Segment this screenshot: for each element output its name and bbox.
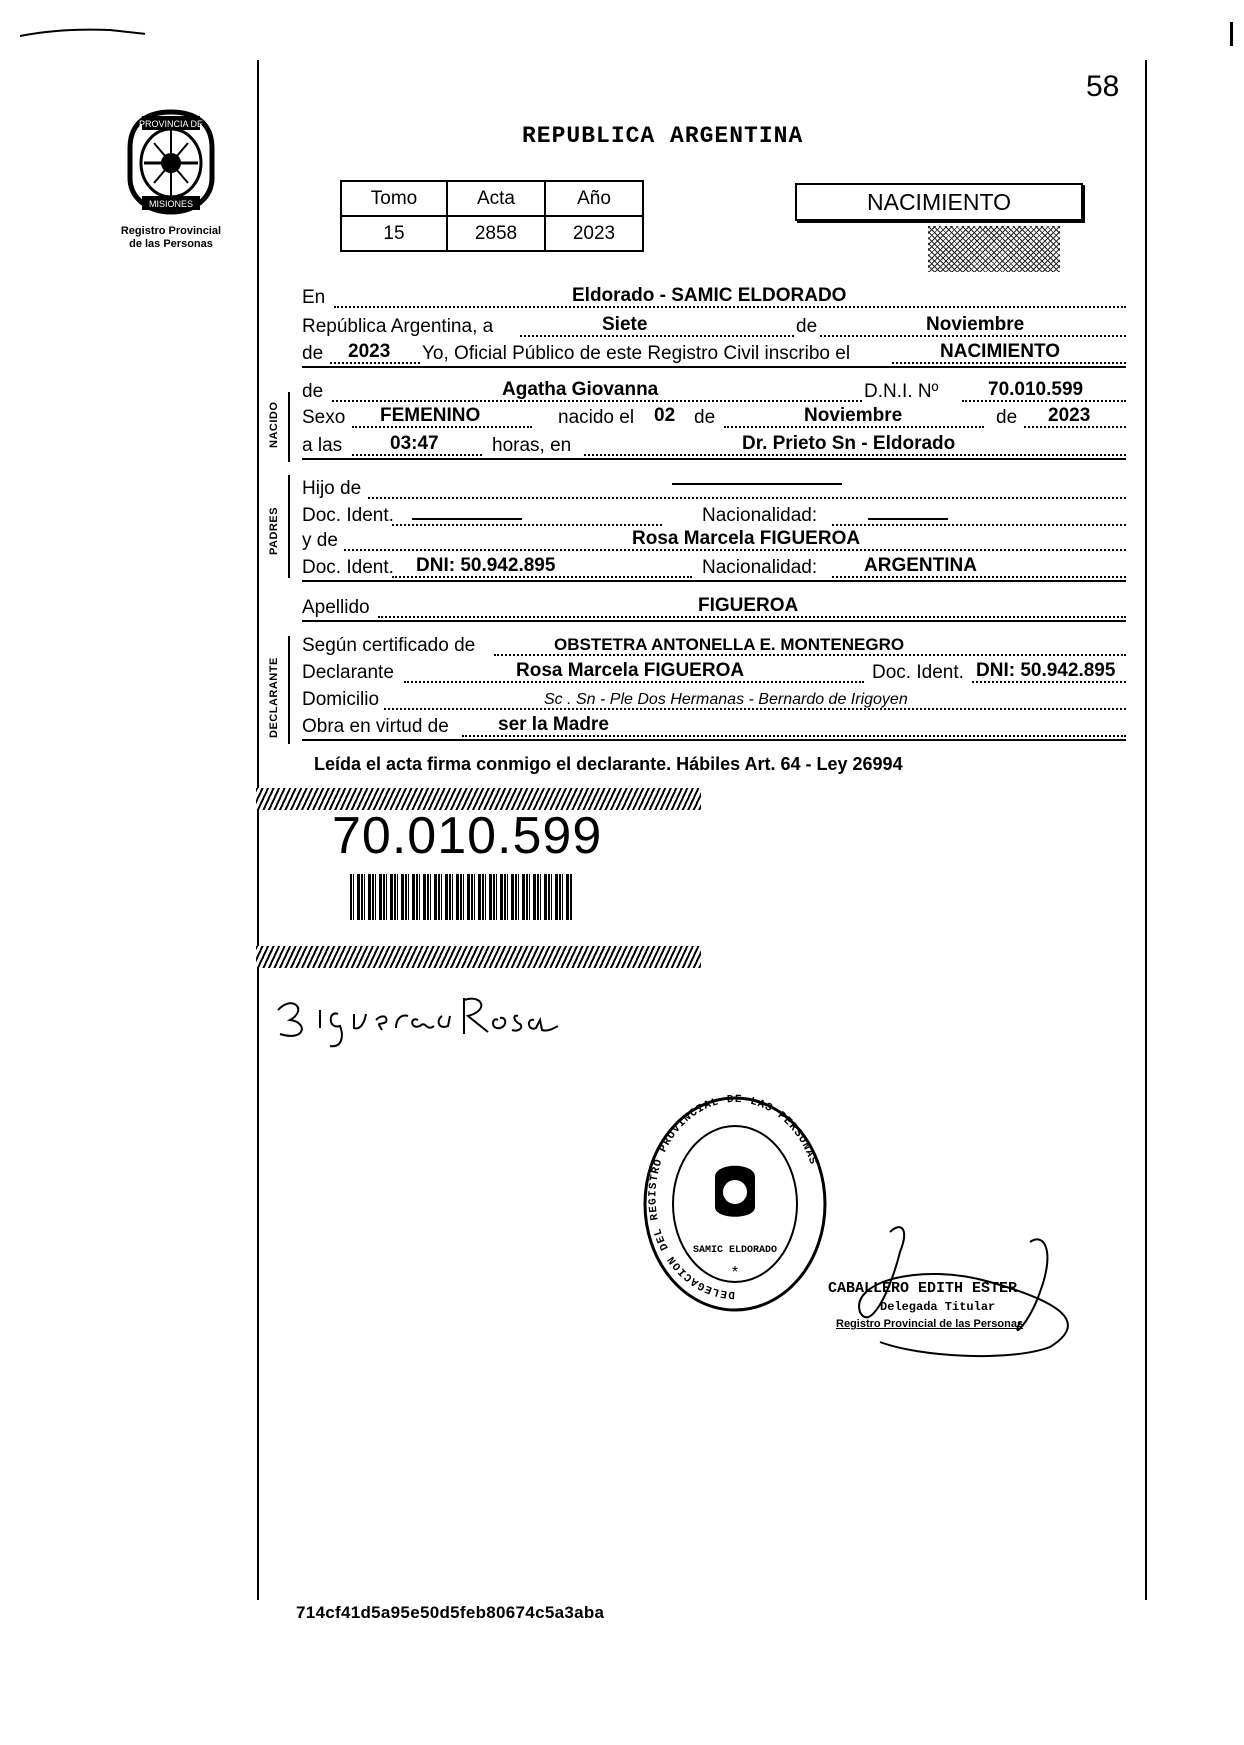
ref-value-tomo: 15 — [341, 216, 447, 251]
nac-anio: 2023 — [1048, 405, 1091, 426]
section-label-nacido: NACIDO — [268, 401, 280, 448]
official-title: Delegada Titular — [880, 1300, 996, 1314]
document-hash: 714cf41d5a95e50d5feb80674c5a3aba — [296, 1603, 605, 1622]
nac2-label: Nacionalidad: — [702, 557, 818, 578]
declarant-signature — [268, 980, 588, 1050]
acto: NACIMIENTO — [940, 341, 1060, 362]
barcode — [350, 874, 572, 920]
ref-header-anio: Año — [545, 181, 643, 216]
closing-text: Leída el acta firma conmigo el declarante. Hábiles Art. 64 - Ley 26994 — [314, 754, 903, 774]
act-type-box — [795, 183, 1083, 221]
doc3: DNI: 50.942.895 — [976, 660, 1116, 681]
right-margin-line — [1145, 60, 1147, 1600]
scan-mark — [20, 25, 145, 37]
doc1-label: Doc. Ident. — [302, 505, 394, 526]
republica-label: República Argentina, a — [302, 316, 494, 337]
line-obra — [302, 715, 1126, 741]
apellido-label: Apellido — [302, 597, 370, 618]
line-doc1 — [302, 504, 1126, 530]
line-hijo — [302, 477, 1126, 503]
year: 2023 — [348, 341, 391, 362]
yde-label: y de — [302, 530, 338, 551]
sexo: FEMENINO — [380, 405, 481, 426]
section-label-padres: PADRES — [268, 506, 280, 555]
section-bar-padres — [288, 475, 290, 578]
sexo-label: Sexo — [302, 407, 346, 428]
nombre-label: de — [302, 381, 324, 402]
page-number: 58 — [1086, 70, 1120, 103]
line-sexo — [302, 406, 1126, 432]
nac-dia: 02 — [654, 405, 676, 426]
lugar: Dr. Prieto Sn - Eldorado — [742, 433, 956, 454]
ref-value-acta: 2858 — [447, 216, 545, 251]
line-nombre — [302, 380, 1126, 406]
registry-line-2: de las Personas — [129, 238, 213, 250]
dni-label: D.N.I. Nº — [864, 381, 939, 402]
official-name: CABALLERO EDITH ESTER — [828, 1280, 1018, 1297]
svg-text:*: * — [731, 1264, 739, 1281]
svg-text:SAMIC ELDORADO: SAMIC ELDORADO — [692, 1245, 778, 1256]
ref-header-tomo: Tomo — [341, 181, 447, 216]
country-title: REPUBLICA ARGENTINA — [522, 123, 804, 149]
en-label: En — [302, 287, 326, 308]
struck-blank-nac1 — [868, 518, 948, 520]
line-declarante — [302, 661, 1126, 687]
madre: Rosa Marcela FIGUEROA — [632, 528, 861, 549]
struck-blank — [672, 483, 842, 485]
security-pattern — [928, 226, 1060, 272]
stamp-pattern-bottom — [256, 946, 701, 968]
doc2-label: Doc. Ident. — [302, 557, 394, 578]
cert-label: Según certificado de — [302, 635, 476, 656]
domicilio: Sc . Sn - Ple Dos Hermanas - Bernardo de Irigoyen — [544, 691, 908, 708]
line-apellido — [302, 596, 1126, 622]
line-doc2 — [302, 556, 1126, 582]
declarante: Rosa Marcela FIGUEROA — [516, 660, 745, 681]
line-en — [302, 286, 1126, 312]
nac-de: de — [694, 407, 716, 428]
section-label-declarante: DECLARANTE — [268, 657, 280, 738]
svg-text:DELEGACION DEL REGISTRO PROVIN: DELEGACION DEL REGISTRO PROVINCIAL DE LAS PERSONAS — [647, 1093, 819, 1301]
section-bar-declarante — [288, 636, 290, 744]
registry-name — [96, 225, 246, 251]
section-bar-nacido — [288, 392, 290, 462]
nac-mes: Noviembre — [804, 405, 903, 426]
day-word: Siete — [602, 314, 648, 335]
doc2: DNI: 50.942.895 — [416, 555, 556, 576]
cert: OBSTETRA ANTONELLA E. MONTENEGRO — [554, 635, 905, 654]
obra-label: Obra en virtud de — [302, 716, 449, 737]
ref-value-anio: 2023 — [545, 216, 643, 251]
de-label: de — [796, 316, 818, 337]
dni: 70.010.599 — [988, 379, 1084, 400]
line-republica — [302, 315, 1126, 341]
line-certificado — [302, 634, 1126, 660]
hijo-label: Hijo de — [302, 478, 362, 499]
line-domicilio — [302, 688, 1126, 714]
hora: 03:47 — [390, 433, 439, 454]
nacido-label: nacido el — [558, 407, 635, 428]
svg-text:PROVINCIA DE: PROVINCIA DE — [138, 119, 204, 129]
official-text: Yo, Oficial Público de este Registro Civil inscribo el — [422, 343, 851, 364]
official-office: Registro Provincial de las Personas — [836, 1318, 1024, 1330]
nac-de2: de — [996, 407, 1018, 428]
nac1-label: Nacionalidad: — [702, 505, 818, 526]
struck-blank-doc1 — [412, 518, 522, 520]
province-logo — [124, 108, 218, 216]
svg-text:MISIONES: MISIONES — [148, 199, 194, 209]
declarante-label: Declarante — [302, 662, 394, 683]
registry-line-1: Registro Provincial — [120, 225, 222, 237]
horas-en: horas, en — [492, 435, 572, 456]
de2-label: de — [302, 343, 324, 364]
ref-header-acta: Acta — [447, 181, 545, 216]
obra: ser la Madre — [498, 714, 609, 735]
act-type: NACIMIENTO — [867, 189, 1011, 215]
dni-stamp: 70.010.599 — [332, 807, 603, 865]
nombre: Agatha Giovanna — [502, 379, 659, 400]
line-hora — [302, 434, 1126, 460]
line-year — [302, 342, 1126, 368]
line-yde — [302, 529, 1126, 555]
hora-label: a las — [302, 435, 343, 456]
apellido: FIGUEROA — [698, 595, 799, 616]
nac2: ARGENTINA — [864, 555, 977, 576]
en-value: Eldorado - SAMIC ELDORADO — [572, 285, 847, 306]
doc3-label: Doc. Ident. — [872, 662, 964, 683]
domicilio-label: Domicilio — [302, 689, 380, 710]
official-seal — [640, 1092, 830, 1317]
reference-table — [340, 180, 644, 252]
left-margin-line — [257, 60, 259, 1600]
month-word: Noviembre — [926, 314, 1025, 335]
scan-mark-right — [1230, 22, 1233, 46]
